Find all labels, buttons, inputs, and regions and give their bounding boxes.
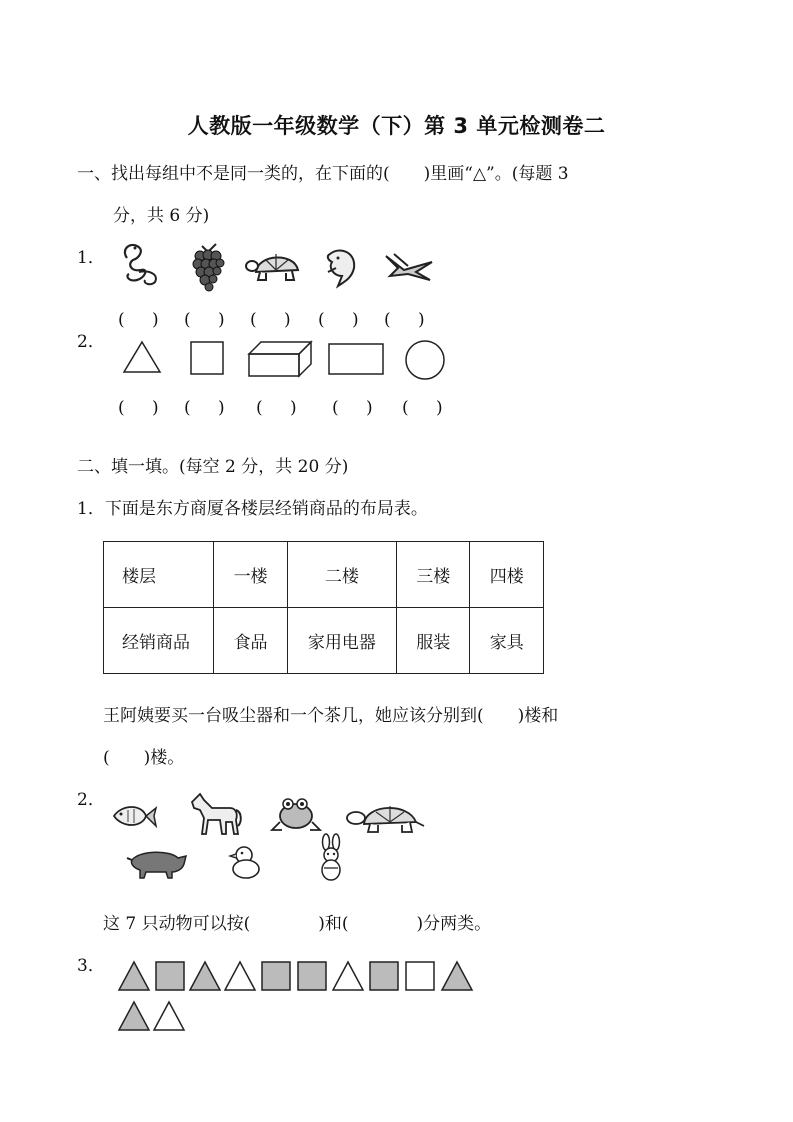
empty-triangle — [225, 962, 255, 990]
rectangle-shape — [328, 343, 384, 375]
q2-1-text: 1．下面是东方商厦各楼层经销商品的布局表。 — [77, 499, 428, 519]
answer-paren[interactable]: ( ) — [402, 398, 443, 418]
answer-paren[interactable]: ( ) — [318, 310, 359, 330]
section1-heading: 一、找出每组中不是同一类的，在下面的( )里画“△”。(每题 3 — [77, 164, 569, 184]
q2-1-fill-line1: 王阿姨要买一台吸尘器和一个茶几，她应该分别到( )楼和 — [103, 706, 559, 726]
filled-triangle — [119, 1002, 149, 1030]
table-cell: 四楼 — [470, 542, 544, 608]
grapes-icon — [188, 242, 228, 292]
empty-square — [406, 962, 434, 990]
empty-triangle — [154, 1002, 184, 1030]
filled-triangle — [119, 962, 149, 990]
table-cell: 家用电器 — [287, 608, 396, 674]
floor-layout-table — [103, 541, 544, 674]
table-row — [104, 608, 544, 674]
answer-paren[interactable]: ( ) — [384, 310, 425, 330]
q2-number: 2． — [77, 332, 105, 352]
pig-icon — [126, 848, 188, 880]
filled-triangle — [190, 962, 220, 990]
filled-triangle — [442, 962, 472, 990]
q2-3-number: 3． — [77, 956, 105, 976]
shape-sequence-row2 — [118, 1000, 190, 1032]
answer-paren[interactable]: ( ) — [184, 398, 225, 418]
turtle-icon — [246, 248, 308, 286]
q2-1-fill-line2: ( )楼。 — [103, 748, 185, 768]
empty-triangle — [333, 962, 363, 990]
table-cell: 家具 — [470, 608, 544, 674]
table-cell: 楼层 — [104, 542, 214, 608]
rabbit-icon — [314, 834, 348, 882]
table-cell: 经销商品 — [104, 608, 214, 674]
section2-heading: 二、填一填。(每空 2 分，共 20 分) — [77, 457, 349, 477]
page-title: 人教版一年级数学（下）第 3 单元检测卷二 — [187, 114, 606, 138]
answer-paren[interactable]: ( ) — [250, 310, 291, 330]
answer-paren[interactable]: ( ) — [184, 310, 225, 330]
table-cell: 一楼 — [214, 542, 287, 608]
fish-icon — [112, 802, 158, 832]
section1-heading-cont: 分，共 6 分) — [113, 206, 210, 226]
answer-paren[interactable]: ( ) — [332, 398, 373, 418]
circle-shape — [404, 339, 446, 381]
answer-paren[interactable]: ( ) — [118, 398, 159, 418]
answer-paren[interactable]: ( ) — [256, 398, 297, 418]
filled-square — [262, 962, 290, 990]
dolphin-icon — [322, 246, 362, 290]
horse-icon — [186, 792, 242, 838]
filled-square — [298, 962, 326, 990]
frog-icon — [270, 796, 322, 836]
filled-square — [370, 962, 398, 990]
q1-number: 1． — [77, 248, 105, 268]
table-cell: 食品 — [214, 608, 287, 674]
q2-2-number: 2． — [77, 790, 105, 810]
filled-square — [156, 962, 184, 990]
q2-2-text: 这 7 只动物可以按( )和( )分两类。 — [103, 914, 492, 934]
swallow-icon — [380, 250, 436, 284]
snake-icon — [115, 240, 167, 288]
square-shape — [190, 341, 224, 375]
shape-sequence-row1 — [118, 960, 478, 992]
turtle-icon — [346, 800, 426, 836]
table-cell: 二楼 — [287, 542, 396, 608]
triangle-shape — [122, 340, 162, 374]
answer-paren[interactable]: ( ) — [118, 310, 159, 330]
cuboid-shape — [247, 340, 313, 378]
table-row — [104, 542, 544, 608]
table-cell: 服装 — [396, 608, 469, 674]
table-cell: 三楼 — [396, 542, 469, 608]
chick-icon — [228, 844, 264, 880]
